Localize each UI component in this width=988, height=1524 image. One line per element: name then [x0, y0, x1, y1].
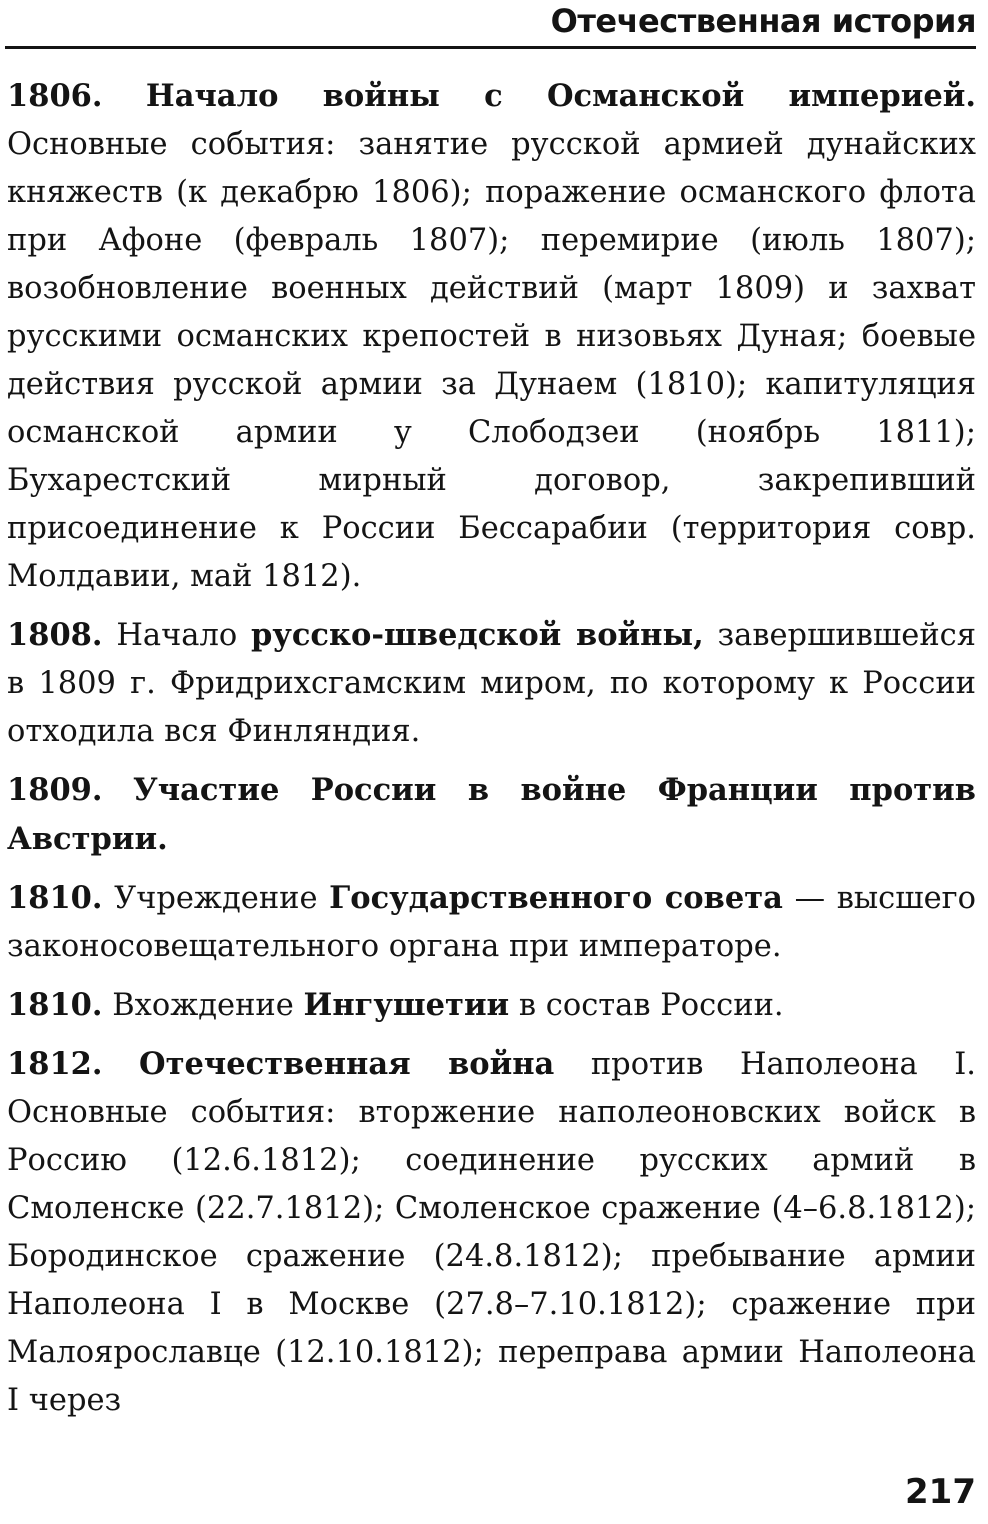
- entry-heading: Начало войны с Османской империей.: [145, 78, 976, 114]
- entry-1806: [7, 72, 976, 601]
- entry-year: 1808.: [7, 617, 103, 653]
- entry-heading: Отечественная война: [139, 1046, 555, 1082]
- entry-heading: Ингушетии: [303, 987, 510, 1023]
- entry-text: Основные события: занятие русской армией дунайских княжеств (к декабрю 1806); поражение османского флота при Афоне (февраль 1807); перемирие (июль 1807); возобновление военных действий (март 1809) и захват русскими османских крепостей в низовьях Дуная; боевые действия русской армии за Дунаем (1810); капитуляция османской армии у Слободзеи (ноябрь 1811); Бухарестский мирный договор, закрепивший присоединение к России Бессарабии (территория совр. Молдавии, май 1812).: [7, 127, 976, 594]
- page-body: [7, 72, 976, 1435]
- entry-text: завершившейся в 1809 г. Фридрихсгамским миром, по которому к России отходила вся Финляндия.: [7, 618, 976, 749]
- entry-heading: Участие России в войне Франции против Австрии.: [7, 772, 976, 857]
- entry-year: 1806.: [7, 78, 103, 114]
- entry-1808: [7, 611, 976, 756]
- entry-1809: [7, 766, 976, 864]
- entry-year: 1809.: [7, 772, 103, 808]
- entry-lead: Вхождение: [112, 988, 294, 1023]
- entry-text: — высшего законосовещательного органа при императоре.: [7, 881, 976, 964]
- page-number: 217: [905, 1472, 976, 1512]
- entry-year: 1810.: [7, 987, 103, 1023]
- entry-text: против Наполеона I. Основные события: вторжение наполеоновских войск в Россию (12.6.1812); соединение русских армий в Смоленске (22.7.1812); Смоленское сражение (4–6.8.1812); Бородинское сражение (24.8.1812); пребывание армии Наполеона I в Москве (27.8–7.10.1812); сражение при Малоярославце (12.10.1812); переправа армии Наполеона I через: [7, 1047, 976, 1418]
- entry-heading: Государственного совета: [329, 880, 783, 916]
- entry-1812: [7, 1040, 976, 1425]
- running-header: Отечественная история: [550, 2, 976, 40]
- entry-lead: Начало: [116, 618, 238, 653]
- entry-1810-council: [7, 874, 976, 971]
- header-rule: [5, 46, 976, 49]
- entry-text: в состав России.: [518, 988, 784, 1023]
- entry-year: 1812.: [7, 1046, 103, 1082]
- entry-heading: русско-шведской войны,: [251, 617, 704, 653]
- entry-year: 1810.: [7, 880, 103, 916]
- entry-lead: Учреждение: [114, 881, 318, 916]
- entry-1810-ingushetia: [7, 981, 976, 1030]
